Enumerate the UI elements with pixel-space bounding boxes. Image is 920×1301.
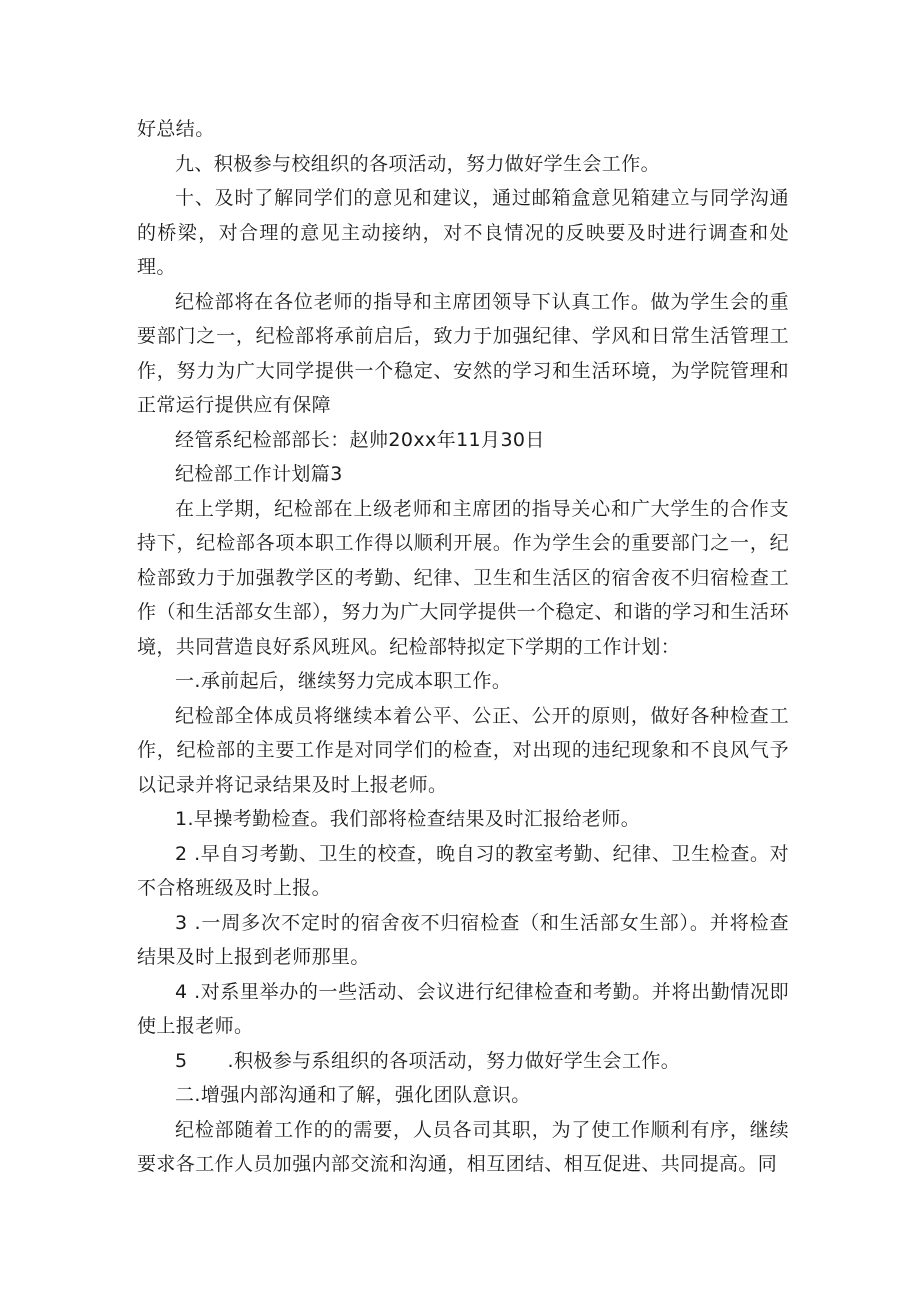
paragraph: 九、积极参与校组织的各项活动，努力做好学生会工作。 [175,152,661,175]
list-item: 3 .一周多次不定时的宿舍夜不归宿检查（和生活部女生部）。并将检查结果及时上报到老师那里。 [137,911,789,968]
list-heading: 一.承前起后，继续努力完成本职工作。 [175,670,512,692]
list-item-number: 5 [175,1049,188,1072]
paragraph: 纪检部随着工作的的需要，人员各司其职，为了使工作顺利有序，继续要求各工作人员加强内部交流和沟通，相互团结、相互促进、共同提高。同 [137,1118,789,1175]
paragraph: 在上学期，纪检部在上级老师和主席团的指导关心和广大学生的合作支持下，纪检部各项本职工作得以顺利开展。作为学生会的重要部门之一，纪检部致力于加强教学区的考勤、纪律、卫生和生活区的宿舍夜不归宿检查工作（和生活部女生部），努力为广大同学提供一个稳定、和谐的学习和生活环境，共同营造良好系风班风。纪检部特拟定下学期的工作计划： [137,497,789,658]
list-item [137,1044,789,1079]
list-item-text: .积极参与系组织的各项活动，努力做好学生会工作。 [227,1049,681,1072]
paragraph: 纪检部将在各位老师的指导和主席团领导下认真工作。做为学生会的重要部门之一，纪检部将承前启后，致力于加强纪律、学风和日常生活管理工作，努力为广大同学提供一个稳定、安然的学习和生活环境，为学院管理和正常运行提供应有保障 [137,290,789,416]
list-item: 1.早操考勤检查。我们部将检查结果及时汇报给老师。 [175,808,641,830]
signature-line: 经管系纪检部部长：赵帅20xx年11月30日 [175,428,545,451]
section-heading: 纪检部工作计划篇3 [175,463,343,485]
list-item: 4 .对系里举办的一些活动、会议进行纪律检查和考勤。并将出勤情况即使上报老师。 [137,980,789,1037]
list-heading: 二.增强内部沟通和了解，强化团队意识。 [175,1084,531,1106]
document-body [137,112,789,1182]
paragraph: 十、及时了解同学们的意见和建议，通过邮箱盒意见箱建立与同学沟通的桥梁，对合理的意见主动接纳，对不良情况的反映要及时进行调查和处理。 [137,187,789,278]
paragraph: 好总结。 [137,118,215,140]
paragraph: 纪检部全体成员将继续本着公平、公正、公开的原则，做好各种检查工作，纪检部的主要工作是对同学们的检查，对出现的违纪现象和不良风气予以记录并将记录结果及时上报老师。 [137,704,789,796]
list-item: 2 .早自习考勤、卫生的校查，晚自习的教室考勤、纪律、卫生检查。对不合格班级及时上报。 [137,842,789,899]
